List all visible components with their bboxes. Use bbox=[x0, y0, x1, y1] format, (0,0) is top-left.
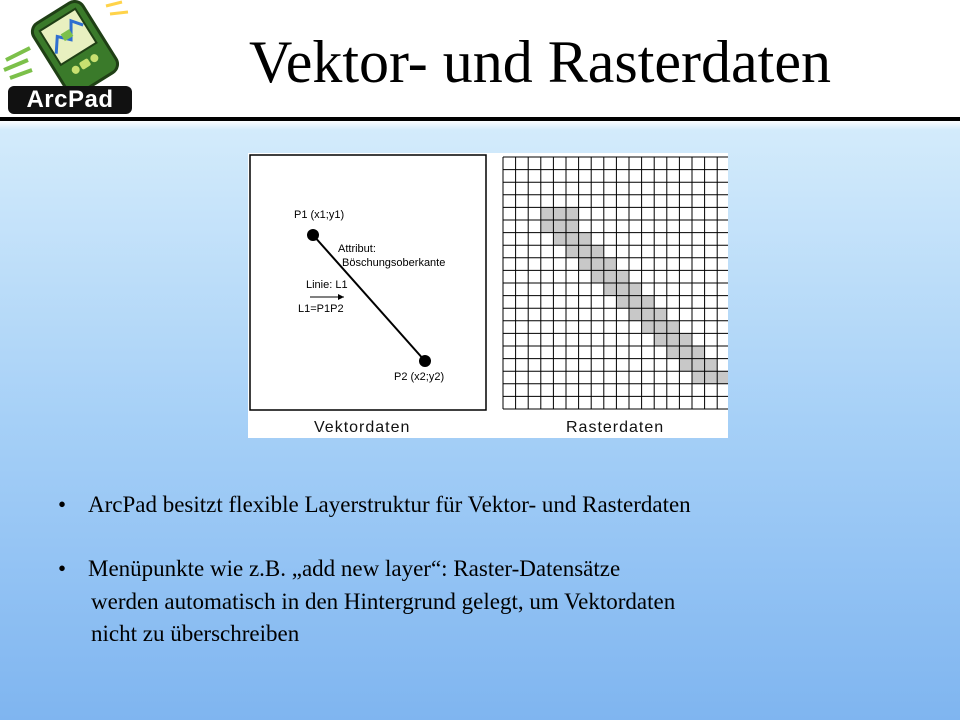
raster-cell-filled bbox=[642, 321, 655, 334]
raster-cell-filled bbox=[667, 346, 680, 359]
raster-cell-filled bbox=[541, 207, 554, 220]
raster-cell-filled bbox=[679, 359, 692, 372]
raster-cell-filled bbox=[541, 220, 554, 233]
vector-panel-frame bbox=[250, 155, 486, 410]
raster-cell-filled bbox=[717, 371, 728, 384]
raster-cell-filled bbox=[667, 321, 680, 334]
arcpad-pda-icon bbox=[2, 0, 134, 90]
bullet-text: Menüpunkte wie z.B. „add new layer“: Raster-Datensätze bbox=[88, 556, 621, 581]
raster-cell-filled bbox=[579, 233, 592, 246]
raster-cell-filled bbox=[604, 270, 617, 283]
page-title: Vektor- und Rasterdaten bbox=[249, 29, 831, 95]
line-label: Linie: L1 bbox=[306, 279, 348, 291]
bullet-list bbox=[58, 488, 938, 650]
attribute-value: Böschungsoberkante bbox=[342, 257, 446, 269]
raster-cell-filled bbox=[591, 270, 604, 283]
line-definition: L1=P1P2 bbox=[298, 303, 344, 315]
raster-cell-filled bbox=[616, 283, 629, 296]
raster-cell-filled bbox=[692, 346, 705, 359]
raster-cell-filled bbox=[616, 270, 629, 283]
raster-cell-filled bbox=[692, 359, 705, 372]
raster-cell-filled bbox=[566, 207, 579, 220]
bullet-item bbox=[58, 488, 938, 522]
raster-cell-filled bbox=[579, 245, 592, 258]
bullet-text: ArcPad besitzt flexible Layerstruktur für Vektor- und Rasterdaten bbox=[88, 492, 691, 517]
raster-caption: Rasterdaten bbox=[566, 419, 665, 436]
header-divider bbox=[0, 117, 960, 121]
raster-cell-filled bbox=[629, 283, 642, 296]
vector-raster-figure bbox=[248, 153, 728, 438]
raster-cell-filled bbox=[566, 245, 579, 258]
bullet-dot: • bbox=[58, 556, 67, 581]
p2-label: P2 (x2;y2) bbox=[394, 371, 445, 383]
raster-cell-filled bbox=[553, 220, 566, 233]
header bbox=[0, 0, 960, 118]
raster-cell-filled bbox=[566, 233, 579, 246]
p1-label: P1 (x1;y1) bbox=[294, 209, 345, 221]
raster-cell-filled bbox=[654, 333, 667, 346]
raster-cell-filled bbox=[591, 245, 604, 258]
bullet-item bbox=[58, 552, 938, 650]
bullet-dot: • bbox=[58, 492, 67, 517]
raster-cell-filled bbox=[654, 321, 667, 334]
raster-cell-filled bbox=[679, 333, 692, 346]
raster-cell-filled bbox=[604, 283, 617, 296]
raster-cell-filled bbox=[579, 258, 592, 271]
raster-cell-filled bbox=[642, 296, 655, 309]
point-p2 bbox=[419, 355, 431, 367]
raster-cell-filled bbox=[629, 296, 642, 309]
figure-svg bbox=[248, 153, 728, 438]
bullet-continuation: werden automatisch in den Hintergrund gelegt, um Vektordaten bbox=[91, 589, 676, 614]
point-p1 bbox=[307, 229, 319, 241]
raster-cell-filled bbox=[553, 207, 566, 220]
raster-cell-filled bbox=[679, 346, 692, 359]
raster-cell-filled bbox=[604, 258, 617, 271]
raster-cell-filled bbox=[566, 220, 579, 233]
raster-grid bbox=[503, 157, 728, 409]
raster-cell-filled bbox=[642, 308, 655, 321]
raster-cell-filled bbox=[692, 371, 705, 384]
vector-caption: Vektordaten bbox=[314, 419, 411, 436]
raster-cell-filled bbox=[629, 308, 642, 321]
bullet-continuation: nicht zu überschreiben bbox=[91, 621, 300, 646]
arcpad-logo bbox=[2, 0, 134, 118]
raster-cell-filled bbox=[705, 359, 718, 372]
raster-cell-filled bbox=[705, 371, 718, 384]
attribute-label: Attribut: bbox=[338, 243, 376, 255]
raster-cell-filled bbox=[667, 333, 680, 346]
raster-cell-filled bbox=[616, 296, 629, 309]
raster-cell-filled bbox=[591, 258, 604, 271]
raster-cell-filled bbox=[553, 233, 566, 246]
raster-cell-filled bbox=[654, 308, 667, 321]
logo-text: ArcPad bbox=[8, 86, 132, 114]
